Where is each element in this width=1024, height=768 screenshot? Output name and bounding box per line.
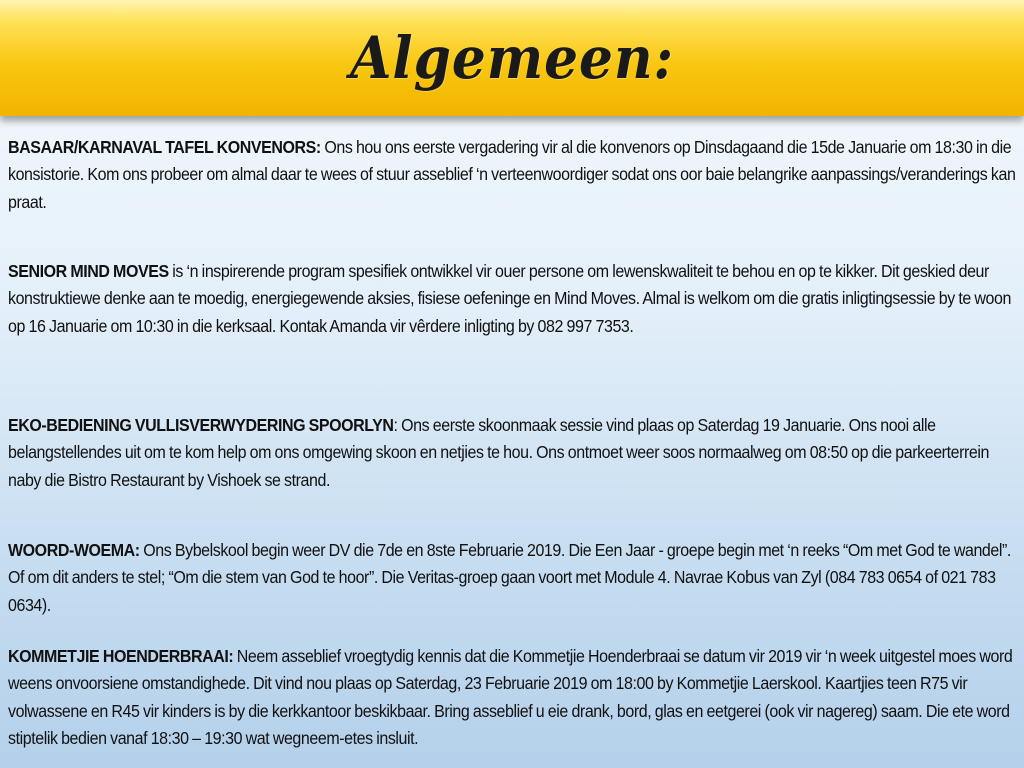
notice-heading: SENIOR MIND MOVES [8,261,169,281]
notice-eko-bediening [8,412,1018,494]
notice-basaar-karnaval [8,134,1018,216]
notice-heading: BASAAR/KARNAVAL TAFEL KONVENORS: [8,137,321,157]
notice-kommetjie-hoenderbraai [8,643,1018,752]
notice-heading: EKO-BEDIENING VULLISVERWYDERING SPOORLYN [8,415,394,435]
notice-body: is ‘n inspirerende program spesifiek ontwikkel vir ouer persone om lewenskwaliteit te behou en op te kikker. Dit geskied deur konstruktiewe denke aan te moedig, energiegewende aksies, fisiese oefeninge en Mind Moves. Almal is welkom om die gratis inligtingsessie by te woon op 16 Januarie om 10:30 in die kerksaal. Kontak Amanda vir vêrdere inligting by 082 997 7353. [8,261,1011,336]
notice-body: Ons hou ons eerste vergadering vir al die konvenors op Dinsdagaand die 15de Januarie om 18:30 in die konsistorie. Kom ons probeer om almal daar te wees of stuur asseblief ‘n verteenwoordiger sodat ons oor baie belangrike aanpassings/veranderings kan praat. [8,137,1016,212]
notice-body: : Ons eerste skoonmaak sessie vind plaas op Saterdag 19 Januarie. Ons nooi alle belangstellendes uit om te kom help om ons omgewing skoon en netjies te hou. Ons ontmoet weer soos normaalweg om 08:50 op die parkeerterrein naby die Bistro Restaurant by Vishoek se strand. [8,415,989,490]
notice-body: Ons Bybelskool begin weer DV die 7de en 8ste Februarie 2019. Die Een Jaar - groepe begin met ‘n reeks “Om met God te wandel”. Of om dit anders te stel; “Om die stem van God te hoor”. Die Veritas-groep gaan voort met Module 4. Navrae Kobus van Zyl (084 783 0654 of 021 783 0634). [8,540,1011,615]
notice-heading: KOMMETJIE HOENDERBRAAI: [8,646,234,666]
title-banner [0,0,1024,116]
notice-heading: WOORD-WOEMA: [8,540,140,560]
page-title: Algemeen: [349,24,675,92]
notice-senior-mind-moves [8,258,1018,340]
notice-body: Neem asseblief vroegtydig kennis dat die Kommetjie Hoenderbraai se datum vir 2019 vir ‘n week uitgestel moes word weens onvoorsiene omstandighede. Dit vind nou plaas op Saterdag, 23 Februarie 2019 om 18:00 by Kommetjie Laerskool. Kaartjies teen R75 vir volwassene en R45 vir kinders is by die kerkkantoor beskikbaar. Bring asseblief u eie drank, bord, glas en eetgerei (ook vir nagereg) saam. Die ete word stiptelik bedien vanaf 18:30 – 19:30 wat wegneem-etes insluit. [8,646,1013,748]
notice-woord-woema [8,537,1018,619]
